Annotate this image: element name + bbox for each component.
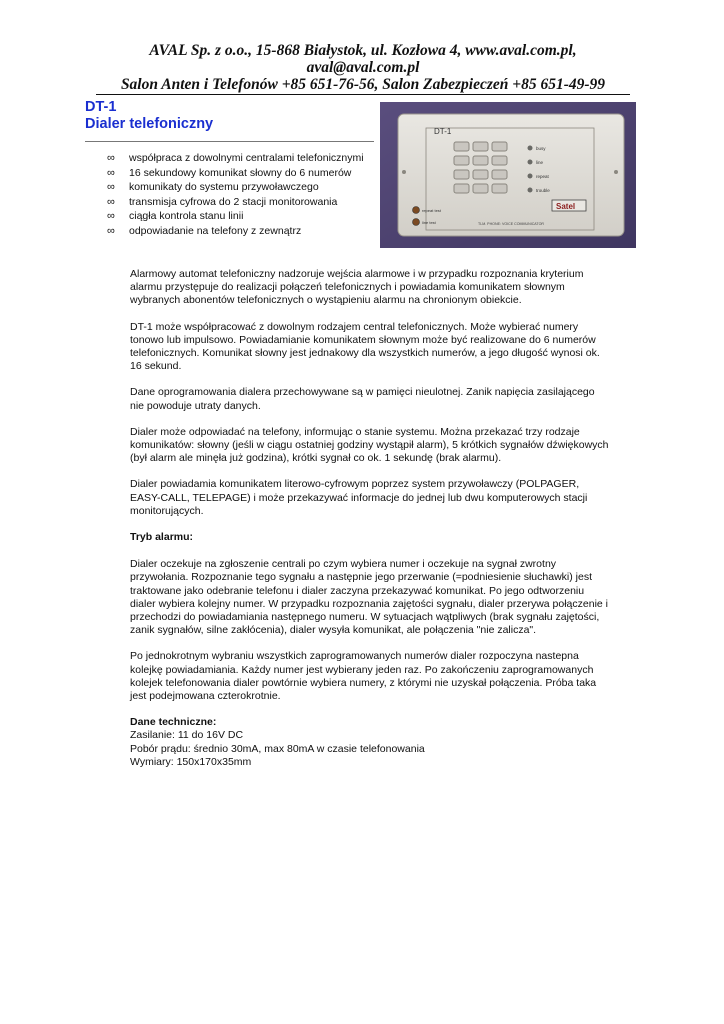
svg-text:repeat test: repeat test: [422, 208, 441, 213]
technical-data-heading: Dane techniczne:: [130, 716, 217, 729]
header-line-1: AVAL Sp. z o.o., 15-868 Białystok, ul. Kozłowa 4, www.aval.com.pl, aval@aval.com.pl: [149, 42, 577, 76]
header-line-2: Salon Anten i Telefonów +85 651-76-56, Salon Zabezpieczeń +85 651-49-99: [120, 76, 606, 93]
feature-item: ∞ ciągła kontrola stanu linii: [107, 210, 244, 222]
feature-item: ∞ 16 sekundowy komunikat słowny do 6 numerów: [107, 166, 352, 179]
product-photo: [380, 102, 636, 248]
product-title: [85, 99, 213, 133]
product-code: DT-1: [85, 99, 117, 115]
infinity-bullet-icon: ∞: [107, 195, 115, 208]
svg-text:line: line: [536, 160, 544, 165]
header-rule: [96, 94, 630, 95]
feature-item: ∞ odpowiadanie na telefony z zewnątrz: [107, 224, 302, 237]
device-body: [398, 114, 624, 236]
feature-item: ∞ komunikaty do systemu przywoławczego: [107, 181, 319, 193]
svg-text:repeat: repeat: [536, 174, 549, 179]
svg-text:trouble: trouble: [536, 188, 550, 193]
screw-left: [402, 170, 406, 174]
infinity-bullet-icon: ∞: [107, 166, 115, 179]
svg-text:line test: line test: [422, 220, 436, 225]
brand-logo: Satel: [556, 202, 576, 211]
screw-right: [614, 170, 618, 174]
feature-item: ∞ transmisja cyfrowa do 2 stacji monitorowania: [107, 195, 338, 208]
tech-line: Pobór prądu: średnio 30mA, max 80mA w czasie telefonowania: [130, 742, 425, 755]
infinity-bullet-icon: ∞: [107, 152, 115, 164]
infinity-bullet-icon: ∞: [107, 224, 115, 237]
tech-line: Wymiary: 150x170x35mm: [130, 755, 252, 768]
paragraph: Alarmowy automat telefoniczny nadzoruje wejścia alarmowe i w przypadku rozpoznania kryterium alarmu przystępuje do realizacji połączeń telefonicznych i powiadamia komunikatem słownym wybranych abonentów telefonicznych o wystąpieniu alarmu na chronionym obiekcie.: [130, 268, 584, 307]
paragraph: Dialer może odpowiadać na telefony, informując o stanie systemu. Można przekazać trzy rodzaje komunikatów: słowny (jeśli w ciągu ostatniej godziny wystąpił alarm), 5 krótkich sygnałów dźwiękowych (był alarm ale minęła już godzina), krótki sygnał co ok. 1 sekundę (brak alarmu).: [130, 425, 609, 465]
technical-data: [130, 716, 610, 769]
title-divider: [85, 141, 374, 142]
svg-text:busy: busy: [536, 146, 546, 151]
infinity-bullet-icon: ∞: [107, 181, 115, 193]
feature-item: ∞ współpraca z dowolnymi centralami telefonicznymi: [107, 152, 364, 164]
infinity-bullet-icon: ∞: [107, 210, 115, 222]
feature-list: [107, 151, 364, 238]
product-name: Dialer telefoniczny: [85, 116, 214, 132]
panel-label: DT-1: [434, 127, 452, 136]
paragraph: Dialer oczekuje na zgłoszenie centrali po czym wybiera numer i oczekuje na sygnał zwrotny przywołania. Rozpoznanie tego sygnału a następnie jego przerwanie (=podniesienie słuchawki) jest traktowane jako odebranie telefonu i dialer zaczyna przekazywać komunikat. Po jego odtworzeniu dialer wybiera kolejny numer. W przypadku rozpoznania zajętości sygnału, dialer przerywa połączenie i przechodzi do powiadamiania następnego numeru. W sytuacjach wątpliwych (brak sygnału zajętości, zanik sygnałów, silne zakłócenia), dialer wysyła komunikat, ale połączenia "nie zalicza".: [130, 558, 608, 637]
alarm-mode-heading: Tryb alarmu:: [130, 531, 194, 544]
paragraph: Po jednokrotnym wybraniu wszystkich zaprogramowanych numerów dialer rozpoczyna nastepna kolejkę powiadamiania. Każdy numer jest wybierany jeden raz. Po zakończeniu zaprogramowanych kolejek telefonowania dialer powtórnie wybiera numery, z którymi nie uzyskał połączenia. Próba taka jest podejmowana czterokrotnie.: [130, 650, 597, 703]
paragraph: Dane oprogramowania dialera przechowywane są w pamięci nieulotnej. Zanik napięcia zasilającego nie powoduje utraty danych.: [130, 386, 595, 412]
device-subtitle: TLM. PHONE: VOICE COMMUNICATOR: [478, 222, 544, 226]
company-header: [96, 42, 630, 95]
paragraph: DT-1 może współpracować z dowolnym rodzajem central telefonicznych. Może wybierać numery tonowo lub impulsowo. Powiadamianie komunikatem słownym może być realizowane do 6 numerów telefonicznych. Komunikat słowny jest jednakowy dla wszystkich numerów, a jego długość wynosi ok. 16 sekund.: [130, 320, 600, 373]
paragraph: Dialer powiadamia komunikatem literowo-cyfrowym poprzez system przywoławczy (POLPAGER, EASY-CALL, TELEPAGE) i może przekazywać informacje do jednej lub dwu komputerowych stacji monitorujących.: [130, 478, 588, 517]
description-body: [130, 268, 610, 769]
tech-line: Zasilanie: 11 do 16V DC: [130, 729, 244, 742]
